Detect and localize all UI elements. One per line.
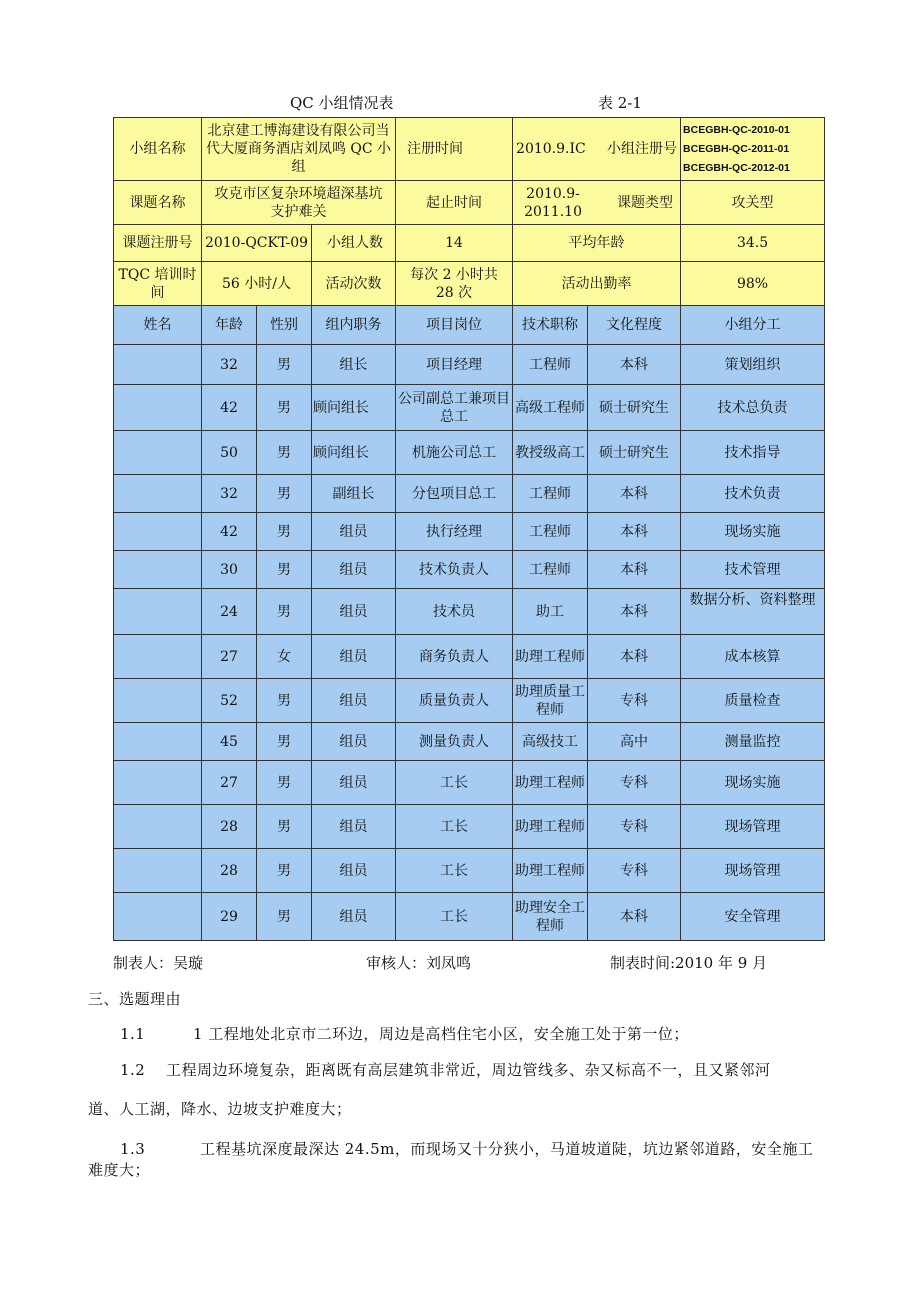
- member-row: [114, 551, 825, 589]
- col-role: 组内职务: [312, 306, 396, 345]
- member-role: 组员: [312, 849, 396, 893]
- group-name-value: 北京建工博海建设有限公司当代大厦商务酒店刘凤鸣 QC 小组: [202, 118, 396, 181]
- member-age: 42: [202, 513, 257, 551]
- member-post: 商务负责人: [396, 635, 513, 679]
- member-header-row: [114, 306, 825, 345]
- members-label-cell: [312, 225, 396, 262]
- member-age: 32: [202, 475, 257, 513]
- member-age: 32: [202, 345, 257, 385]
- member-duty: 测量监控: [681, 723, 825, 761]
- avg-age-value: 34.5: [681, 225, 825, 262]
- member-role: 组员: [312, 635, 396, 679]
- training-value: 56 小时/人: [202, 262, 312, 306]
- activity-count-value: 每次 2 小时共 28 次: [396, 262, 513, 306]
- member-role: 组员: [312, 551, 396, 589]
- member-role: 组员: [312, 805, 396, 849]
- member-title: 工程师: [513, 513, 588, 551]
- member-name: [114, 345, 202, 385]
- member-age: 30: [202, 551, 257, 589]
- table-title: QC 小组情况表: [290, 94, 394, 112]
- attendance-value: 98%: [681, 262, 825, 306]
- member-gender: 男: [257, 761, 312, 805]
- member-post: 机施公司总工: [396, 431, 513, 475]
- member-post: 技术负责人: [396, 551, 513, 589]
- member-duty: 技术总负责: [681, 385, 825, 431]
- member-edu: 硕士研究生: [588, 431, 681, 475]
- period-value: 2010.9-2011.10: [524, 185, 582, 220]
- group-name-label: 小组名称: [114, 118, 202, 181]
- topic-reg-label: 课题注册号: [114, 225, 202, 262]
- col-age: 年龄: [202, 306, 257, 345]
- member-gender: 男: [257, 475, 312, 513]
- member-age: 50: [202, 431, 257, 475]
- table-number: 表 2-1: [598, 94, 642, 112]
- member-gender: 男: [257, 723, 312, 761]
- member-title: 助理工程师: [513, 805, 588, 849]
- group-reg-no-label: 小组注册号: [607, 141, 678, 157]
- member-row: [114, 849, 825, 893]
- member-role: 顾问组长: [312, 431, 396, 475]
- member-row: [114, 475, 825, 513]
- qc-group-table: [113, 117, 825, 941]
- member-row: [114, 761, 825, 805]
- member-age: 42: [202, 385, 257, 431]
- reason-3-num: 1.3: [120, 1140, 146, 1158]
- table-date: 制表时间:2010 年 9 月: [610, 954, 768, 972]
- member-post: 工长: [396, 761, 513, 805]
- training-label: TQC 培训时间: [114, 262, 202, 306]
- period-label: 起止时间: [396, 181, 513, 225]
- member-age: 45: [202, 723, 257, 761]
- col-name: 姓名: [114, 306, 202, 345]
- member-duty: 现场管理: [681, 849, 825, 893]
- member-edu: 专科: [588, 805, 681, 849]
- member-row: [114, 589, 825, 635]
- member-title: 工程师: [513, 551, 588, 589]
- members-value: 14: [396, 225, 513, 262]
- member-post: 工长: [396, 893, 513, 941]
- info-row-4: [114, 262, 825, 306]
- member-duty: 策划组织: [681, 345, 825, 385]
- member-gender: 男: [257, 431, 312, 475]
- avg-age-label: 平均年龄: [513, 225, 681, 262]
- member-title: 工程师: [513, 475, 588, 513]
- member-row: [114, 679, 825, 723]
- member-edu: 专科: [588, 679, 681, 723]
- member-edu: 本科: [588, 893, 681, 941]
- member-name: [114, 431, 202, 475]
- member-post: 工长: [396, 849, 513, 893]
- member-role: 组员: [312, 589, 396, 635]
- member-duty: 现场实施: [681, 761, 825, 805]
- member-duty: 成本核算: [681, 635, 825, 679]
- member-gender: 男: [257, 551, 312, 589]
- member-row: [114, 385, 825, 431]
- member-duty: 技术指导: [681, 431, 825, 475]
- group-reg-code: BCEGBH-QC-2010-01: [683, 123, 790, 136]
- member-age: 29: [202, 893, 257, 941]
- member-gender: 男: [257, 513, 312, 551]
- member-row: [114, 635, 825, 679]
- member-edu: 专科: [588, 849, 681, 893]
- member-age: 24: [202, 589, 257, 635]
- info-row-3: [114, 225, 825, 262]
- member-edu: 专科: [588, 761, 681, 805]
- member-gender: 男: [257, 345, 312, 385]
- members-label: 小组人数: [327, 235, 383, 251]
- member-title: 助理质量工程师: [513, 679, 588, 723]
- member-role: 副组长: [312, 475, 396, 513]
- member-name: [114, 475, 202, 513]
- reg-time-label-text: 注册时间: [407, 141, 464, 157]
- reason-3-text-line2: 难度大；: [88, 1161, 151, 1179]
- member-post: 工长: [396, 805, 513, 849]
- member-duty: 质量检查: [681, 679, 825, 723]
- reason-2-num: 1.2: [120, 1061, 146, 1079]
- reg-time-cell: [513, 118, 681, 181]
- member-post: 测量负责人: [396, 723, 513, 761]
- member-gender: 男: [257, 849, 312, 893]
- member-gender: 男: [257, 893, 312, 941]
- member-row: [114, 513, 825, 551]
- member-gender: 男: [257, 589, 312, 635]
- member-role: 组员: [312, 893, 396, 941]
- member-role: 组员: [312, 513, 396, 551]
- col-gender: 性别: [257, 306, 312, 345]
- topic-reg-value: 2010-QCKT-09: [202, 225, 312, 262]
- reg-time-value: 2010.9.IC: [516, 141, 586, 157]
- period-cell: [513, 181, 681, 225]
- reg-time-label: [396, 118, 513, 181]
- member-post: 项目经理: [396, 345, 513, 385]
- col-edu: 文化程度: [588, 306, 681, 345]
- member-gender: 女: [257, 635, 312, 679]
- member-age: 27: [202, 761, 257, 805]
- col-title: 技术职称: [513, 306, 588, 345]
- group-reg-code: BCEGBH-QC-2012-01: [683, 161, 790, 174]
- member-duty: 现场管理: [681, 805, 825, 849]
- member-role: 顾问组长: [312, 385, 396, 431]
- member-row: [114, 431, 825, 475]
- topic-type-value: 攻关型: [681, 181, 825, 225]
- member-name: [114, 589, 202, 635]
- member-post: 执行经理: [396, 513, 513, 551]
- member-role: 组员: [312, 723, 396, 761]
- member-name: [114, 761, 202, 805]
- section-heading: 三、选题理由: [88, 990, 182, 1008]
- member-age: 28: [202, 849, 257, 893]
- member-age: 27: [202, 635, 257, 679]
- member-role: 组员: [312, 679, 396, 723]
- member-post: 质量负责人: [396, 679, 513, 723]
- member-title: 助理工程师: [513, 761, 588, 805]
- member-name: [114, 805, 202, 849]
- member-title: 助理安全工程师: [513, 893, 588, 941]
- member-edu: 高中: [588, 723, 681, 761]
- member-title: 助工: [513, 589, 588, 635]
- col-post: 项目岗位: [396, 306, 513, 345]
- member-title: 高级工程师: [513, 385, 588, 431]
- member-name: [114, 849, 202, 893]
- member-row: [114, 893, 825, 941]
- member-role: 组员: [312, 761, 396, 805]
- member-title: 高级技工: [513, 723, 588, 761]
- member-title: 教授级高工: [513, 431, 588, 475]
- member-row: [114, 345, 825, 385]
- attendance-label: 活动出勤率: [513, 262, 681, 306]
- member-title: 助理工程师: [513, 635, 588, 679]
- member-post: 公司副总工兼项目总工: [396, 385, 513, 431]
- info-row-2: [114, 181, 825, 225]
- table-reviewer: 审核人：刘凤鸣: [366, 954, 472, 972]
- member-duty: 安全管理: [681, 893, 825, 941]
- reason-2-text-line1: 工程周边环境复杂，距离既有高层建筑非常近，周边管线多、杂又标高不一，且又紧邻河: [166, 1061, 771, 1079]
- member-edu: 硕士研究生: [588, 385, 681, 431]
- member-edu: 本科: [588, 345, 681, 385]
- activity-count-label: 活动次数: [312, 262, 396, 306]
- member-duty: 数据分析、资料整理: [681, 589, 825, 635]
- member-duty: 技术管理: [681, 551, 825, 589]
- member-duty: 技术负责: [681, 475, 825, 513]
- member-name: [114, 635, 202, 679]
- reason-1-num: 1.1: [120, 1025, 146, 1043]
- member-name: [114, 679, 202, 723]
- member-post: 分包项目总工: [396, 475, 513, 513]
- member-row: [114, 805, 825, 849]
- member-duty: 现场实施: [681, 513, 825, 551]
- member-gender: 男: [257, 805, 312, 849]
- topic-type-label: 课题类型: [617, 194, 674, 211]
- member-age: 52: [202, 679, 257, 723]
- member-title: 助理工程师: [513, 849, 588, 893]
- reason-3-text-line1: 工程基坑深度最深达 24.5m，而现场又十分狭小，马道坡道陡，坑边紧邻道路，安全施工: [200, 1140, 814, 1158]
- member-edu: 本科: [588, 475, 681, 513]
- member-title: 工程师: [513, 345, 588, 385]
- member-edu: 本科: [588, 635, 681, 679]
- member-role: 组长: [312, 345, 396, 385]
- member-name: [114, 893, 202, 941]
- member-edu: 本科: [588, 513, 681, 551]
- member-age: 28: [202, 805, 257, 849]
- member-edu: 本科: [588, 551, 681, 589]
- topic-value: 攻克市区复杂环境超深基坑支护难关: [202, 181, 396, 225]
- member-name: [114, 385, 202, 431]
- member-name: [114, 513, 202, 551]
- member-gender: 男: [257, 385, 312, 431]
- member-name: [114, 723, 202, 761]
- group-reg-codes: [681, 118, 825, 181]
- member-gender: 男: [257, 679, 312, 723]
- reason-2-text-line2: 道、人工湖，降水、边坡支护难度大；: [88, 1100, 352, 1118]
- member-edu: 本科: [588, 589, 681, 635]
- col-duty: 小组分工: [681, 306, 825, 345]
- member-rows: [114, 345, 825, 941]
- table-maker: 制表人：吴璇: [113, 954, 204, 972]
- info-row-1: [114, 118, 825, 181]
- member-name: [114, 551, 202, 589]
- topic-label: 课题名称: [114, 181, 202, 225]
- group-reg-code: BCEGBH-QC-2011-01: [683, 142, 790, 155]
- member-post: 技术员: [396, 589, 513, 635]
- member-row: [114, 723, 825, 761]
- reason-1-text: 1 工程地处北京市二环边，周边是高档住宅小区，安全施工处于第一位；: [193, 1025, 689, 1043]
